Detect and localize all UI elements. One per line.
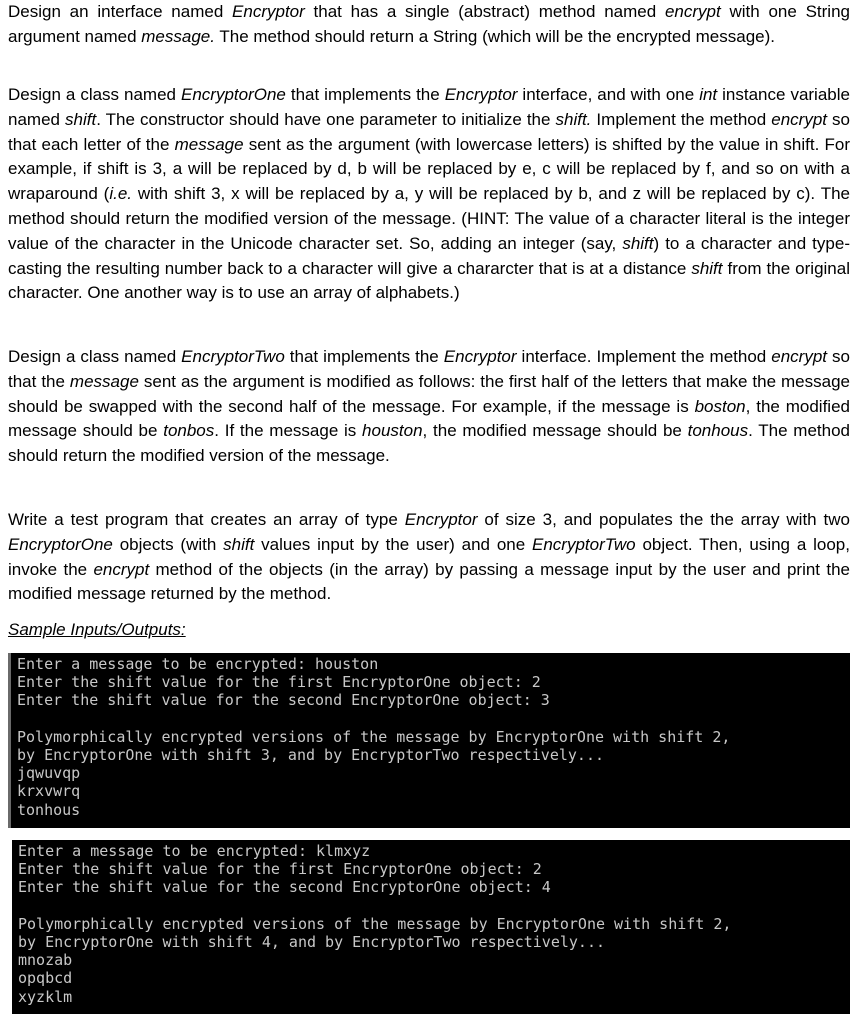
italic-term: encrypt bbox=[771, 347, 828, 366]
console-line: jqwuvqp bbox=[17, 764, 81, 783]
console-line: Polymorphically encrypted versions of the message by EncryptorOne with shift 2, bbox=[18, 914, 732, 933]
text-run: so that the bbox=[8, 347, 850, 391]
italic-term: Encryptor bbox=[404, 510, 478, 529]
text-run: . If the message is bbox=[214, 421, 363, 441]
italic-term: Encryptor bbox=[443, 347, 517, 366]
text-run: , the modified message should be bbox=[422, 421, 688, 441]
italic-term: message bbox=[174, 134, 244, 154]
italic-term: EncryptorTwo bbox=[181, 347, 285, 366]
console-line: Enter a message to be encrypted: klmxyz bbox=[18, 842, 371, 860]
console-blank-line bbox=[18, 897, 844, 915]
console-line: Enter the shift value for the first EncryptorOne object: 2 bbox=[18, 860, 542, 879]
text-run: . The constructor should have one parameter to initialize the bbox=[96, 109, 556, 129]
text-run: from the original character. One another way is to use an array of alphabets.) bbox=[8, 258, 850, 303]
paragraph-encryptor-one bbox=[8, 83, 850, 306]
console-line: Enter a message to be encrypted: houston bbox=[17, 655, 379, 673]
text-run: Design a class named bbox=[8, 347, 182, 366]
text-run: so that each letter of the bbox=[8, 109, 850, 154]
italic-term: Encryptor bbox=[444, 85, 518, 104]
italic-term: houston bbox=[362, 421, 423, 441]
text-run: The method should return a String (which will be the encrypted message). bbox=[214, 26, 775, 46]
text-run: interface. Implement the method bbox=[516, 347, 772, 366]
italic-term: boston bbox=[694, 396, 746, 416]
italic-term: shift. bbox=[555, 109, 592, 129]
text-run: objects (with bbox=[112, 534, 224, 554]
console-output-2 bbox=[12, 840, 850, 1014]
console-line: krxvwrq bbox=[17, 782, 81, 801]
italic-term: message bbox=[69, 371, 139, 391]
text-run: Design an interface named bbox=[8, 2, 233, 21]
text-run: of size 3, and populates the the array with two bbox=[477, 510, 851, 529]
italic-term: encrypt bbox=[664, 2, 721, 21]
console-blank-line bbox=[17, 710, 844, 728]
text-run: with shift 3, x will be replaced by a, y will be replaced by b, and z will be replaced by c). The method should return the modified version of the message. (HINT: The value of a character literal is the integer value of the character in the Unicode character set. So, adding an integer (say, bbox=[8, 184, 850, 253]
italic-term: int bbox=[699, 85, 718, 104]
console-line: Polymorphically encrypted versions of the message by EncryptorOne with shift 2, bbox=[17, 727, 731, 746]
italic-term: encrypt bbox=[771, 109, 827, 129]
text-run: . The method should return the modified version of the message. bbox=[8, 421, 851, 466]
italic-term: message. bbox=[141, 26, 215, 46]
paragraph-encryptor-two bbox=[8, 345, 850, 469]
console-line: by EncryptorOne with shift 3, and by EncryptorTwo respectively... bbox=[17, 745, 604, 764]
console-line: mnozab bbox=[18, 951, 73, 970]
text-run: with one String argument named bbox=[8, 2, 850, 46]
console-line: Enter the shift value for the second EncryptorOne object: 4 bbox=[18, 878, 551, 897]
text-run: instance variable named bbox=[8, 85, 850, 129]
italic-term: shift bbox=[223, 534, 255, 554]
console-line: opqbcd bbox=[18, 969, 73, 988]
paragraph-encryptor-interface bbox=[8, 0, 850, 50]
text-run: interface, and with one bbox=[517, 85, 700, 104]
text-run: sent as the argument (with lowercase letters) is shifted by the value in shift. For example, if shift is 3, a will be replaced by d, b will be replaced by e, c will be replaced by f, and so on with a wraparound ( bbox=[8, 134, 850, 204]
text-run: Design a class named bbox=[8, 85, 181, 104]
console-line: Enter the shift value for the first EncryptorOne object: 2 bbox=[17, 673, 541, 692]
italic-term: shift bbox=[65, 109, 97, 129]
italic-term: shift bbox=[622, 233, 654, 253]
console-line: Enter the shift value for the second EncryptorOne object: 3 bbox=[17, 691, 550, 710]
console-line: xyzklm bbox=[18, 987, 73, 1006]
italic-term: Encryptor bbox=[232, 2, 305, 21]
text-run: that implements the bbox=[285, 85, 445, 104]
italic-term: tonbos bbox=[163, 421, 215, 441]
sample-io-heading: Sample Inputs/Outputs: bbox=[8, 620, 186, 639]
text-run: Implement the method bbox=[591, 109, 772, 129]
text-run: ) to a character and type-casting the resulting number back to a character will give a chararcter that is at a distance bbox=[8, 233, 850, 278]
text-run: sent as the argument is modified as follows: the first half of the letters that make the message should be swapped with the second half of the message. For example, if the message is bbox=[8, 371, 851, 416]
paragraph-test-program bbox=[8, 508, 850, 607]
console-output-1 bbox=[8, 653, 850, 828]
text-run: Write a test program that creates an array of type bbox=[8, 510, 405, 529]
text-run: values input by the user) and one bbox=[254, 534, 533, 554]
text-run: that implements the bbox=[284, 347, 444, 366]
text-run: that has a single (abstract) method named bbox=[304, 2, 665, 21]
text-run: , the modified message should be bbox=[8, 396, 850, 441]
italic-term: EncryptorOne bbox=[8, 534, 113, 554]
text-run: object. Then, using a loop, invoke the bbox=[8, 534, 850, 579]
italic-term: EncryptorOne bbox=[180, 85, 286, 104]
italic-term: i.e. bbox=[109, 184, 133, 204]
italic-term: EncryptorTwo bbox=[532, 534, 636, 554]
italic-term: tonhous bbox=[687, 421, 749, 441]
italic-term: encrypt bbox=[93, 559, 150, 579]
italic-term: shift bbox=[691, 258, 723, 278]
console-line: by EncryptorOne with shift 4, and by EncryptorTwo respectively... bbox=[18, 932, 605, 951]
text-run: method of the objects (in the array) by passing a message input by the user and print the modified message returned by the method. bbox=[8, 559, 850, 604]
console-line: tonhous bbox=[17, 800, 81, 819]
